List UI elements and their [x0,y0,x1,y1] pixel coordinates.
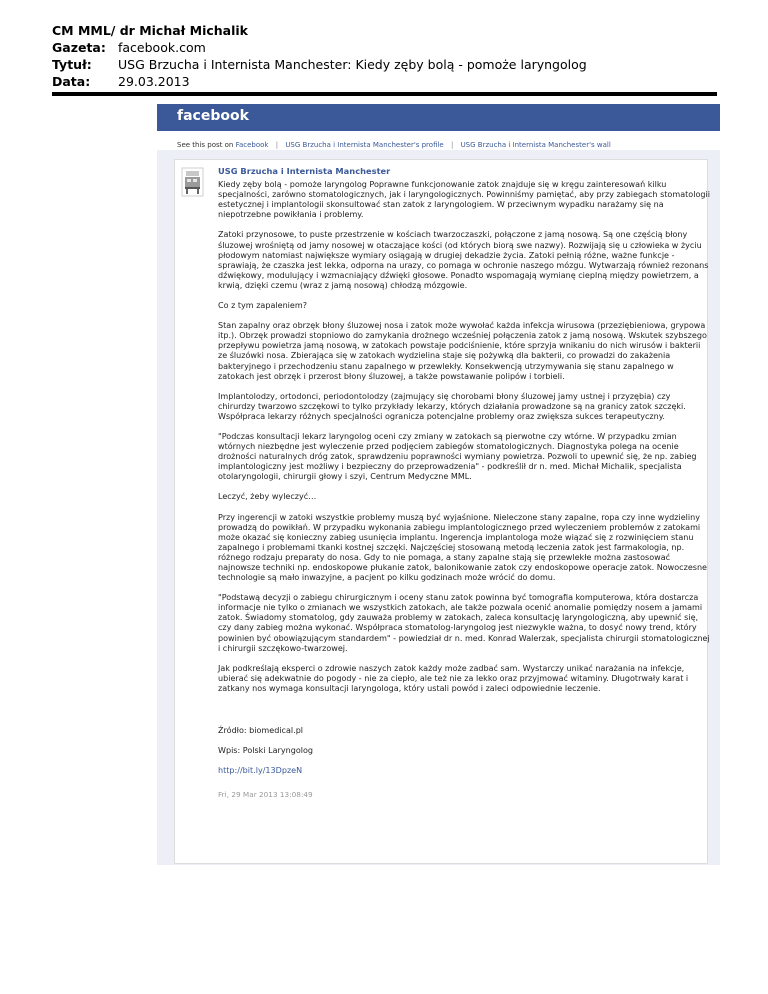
post-paragraph: "Podstawą decyzji o zabiegu chirurgicznym i oceny stanu zatok powinna być tomografia komputerowa, która dostarcza informacje nie tylko o zmianach we wszystkich zatokach, ale także pozwala ocenić anomalie pomiędzy nosem a jamami zatok. Świadomy stomatolog, gdy zauważa problemy w zatokach, zaleca konsultację laryngologiczną, aby upewnić się, czy dany zabieg można wykonać. Współpraca stomatolog-laryngolog jest niezwykle ważna, to dosyć nowy trend, który powinien być obowiązującym standardem" - powiedział dr n. med. Konrad Walerzak, specjalista chirurgii stomatologicznej i chirurgii szczękowo-twarzowej. [218,593,710,653]
post-entry: Wpis: Polski Laryngolog [218,746,314,756]
post-paragraph: Zatoki przynosowe, to puste przestrzenie w kościach twarzoczaszki, połączone z jamą nosową. Są one częścią błony śluzowej wrośniętą od jamy nosowej w otaczające kości (od których biorą swe nazwy). Rozwijają się u człowieka w życiu płodowym natomiast największe wymiary osiągają w drugiej dekadzie życia. Zatoki pełnią różne, ważne funkcje - sprawiają, że czaszka jest lekka, odporna na urazy, co pomaga w ochronie naszego mózgu. Wytwarzają również rezonans dźwiękowy, modulujący i wzmacniający dźwięki głosowe. Ponadto wspomagają wymianę cieplną między powietrzem, a krwią, dzięki czemu (wraz z jamą nosową) chłodzą mózgowie. [218,230,709,290]
tytul-value: USG Brzucha i Internista Manchester: Kiedy zęby bolą - pomoże laryngolog [118,57,587,72]
post-content [218,166,710,800]
facebook-logo[interactable]: facebook [177,108,249,124]
spacer [218,704,710,726]
gazeta-row [52,39,712,56]
tytul-row [52,56,712,73]
data-row [52,73,712,90]
facebook-header-bar [157,104,720,131]
gazeta-label: Gazeta: [52,40,106,55]
post-timestamp: Fri, 29 Mar 2013 13:08:49 [218,790,313,800]
header-divider [52,92,717,96]
links-prefix: See this post on [177,141,234,149]
post-paragraph: Jak podkreślają eksperci o zdrowie naszych zatok każdy może zadbać sam. Wystarczy unikać narażania na infekcje, ubierać się adekwatnie do pogody - nie za ciepło, ale też nie za lekko oraz przyjmować witaminy. Długotrwały karat i zatkany nos wymaga konsultacji laryngologa, który ustali powód i zaleci odpowiednie leczenie. [218,663,689,693]
post-url-link[interactable]: http://bit.ly/13DpzeN [218,766,303,776]
clinic-building-icon[interactable] [181,167,204,197]
post-paragraph: Implantolodzy, ortodonci, periodontolodzy (zajmujący się chorobami błony śluzowej jamy ustnej i przyzębia) czy chirurdzy twarzowo szczękowi to tylko przykłady lekarzy, których działania prowadzone są na granicy zatok szczęki. Współpraca lekarzy różnych specjalności ogranicza potencjalne problemy oraz zwiększa sukces terapeutyczny. [218,391,686,421]
data-label: Data: [52,74,91,89]
post-source: Źródło: biomedical.pl [218,726,304,736]
post-links [177,140,717,150]
links-separator: | [450,141,454,149]
post-author[interactable]: USG Brzucha i Internista Manchester [218,166,391,176]
post-paragraph: Kiedy zęby bolą - pomoże laryngolog Poprawne funkcjonowanie zatok znajduje się w kręgu zainteresowań kilku specjalności, zarówno stomatologicznych, jak i laryngologicznych. Powinniśmy pamiętać, aby przy zabiegach stomatologii estetycznej i implantologii skonsultować stan zatok z laryngologiem. W przeciwnym wypadku narażamy się na niepotrzebne powikłania i problemy. [218,180,710,220]
post-paragraph: Stan zapalny oraz obrzęk błony śluzowej nosa i zatok może wywołać każda infekcja wirusowa (przeziębieniowa, grypowa itp.). Obrzęk prowadzi stopniowo do zamykania drożnego wcześniej połączenia zatok z jamą nosową. Wskutek szybszego przepływu powietrza jamą nosową, w zatokach powstaje podciśnienie, które sprzyja wnikaniu do nich wirusów i bakterii ze śluzówki nosa. Zbierająca się w zatokach wydzielina staje się pożywką dla bakterii, co prowadzi do zakażenia bakteryjnego i przechodzeniu stanu zapalnego w przewlekły. Konsekwencją utrzymywania się stanu zapalnego w zatokach jest obrzęk i przerost błony śluzowej, a także powstawanie polipów i torbieli. [218,321,707,381]
post-paragraph: Co z tym zapaleniem? [218,301,307,311]
profile-link[interactable]: USG Brzucha i Internista Manchester's profile [285,141,444,149]
post-paragraph: Przy ingerencji w zatoki wszystkie problemy muszą być wyjaśnione. Nieleczone stany zapalne, ropa czy inne wydzieliny prowadzą do powikłań. W przypadku wykonania zabiegu implantologicznego przed wyleczeniem problemów z zatokami może okazać się konieczny zabieg usunięcia implantu. Ingerencja implantologa może wiązać się z rozwinięciem stanu zapalnego i problemami tkanki kostnej szczęki. Najczęściej stosowaną metodą leczenia zatok jest farmakologia, np. różnego rodzaju preparaty do nosa. Gdy to nie pomaga, a stany zapalne stają się przewlekłe można zastosować najnowsze techniki np. endoskopowe płukanie zatok, balonikowanie zatok czy endoskopowe operacje zatok. Nowoczesne technologie są mało inwazyjne, a pacjent po kilku godzinach może wrócić do domu. [218,512,708,583]
links-separator: | [275,141,279,149]
wall-link[interactable]: USG Brzucha i Internista Manchester's wall [460,141,611,149]
gazeta-value: facebook.com [118,40,206,55]
clipping-title: CM MML/ dr Michał Michalik [52,23,248,38]
post-paragraph: "Podczas konsultacji lekarz laryngolog oceni czy zmiany w zatokach są pierwotne czy wtórne. W przypadku zmian wtórnych niezbędne jest wyleczenie przed podjęciem zabiegów stomatologicznych. Diagnostyka polega na ocenie drożności naturalnych dróg zatok, sprawdzeniu poprawności wymiany powietrza. Pozwoli to upewnić się, że np. zabieg implantologiczny jest możliwy i bezpieczny do przeprowadzenia" - podkreślił dr n. med. Michał Michalik, specjalista otolaryngologii, chirurgii głowy i szyi, Centrum Medyczne MML. [218,431,697,482]
data-value: 29.03.2013 [118,74,190,89]
tytul-label: Tytuł: [52,57,92,72]
clipping-header [52,22,712,90]
facebook-link[interactable]: Facebook [235,141,269,149]
post-paragraph: Leczyć, żeby wyleczyć… [218,492,317,502]
